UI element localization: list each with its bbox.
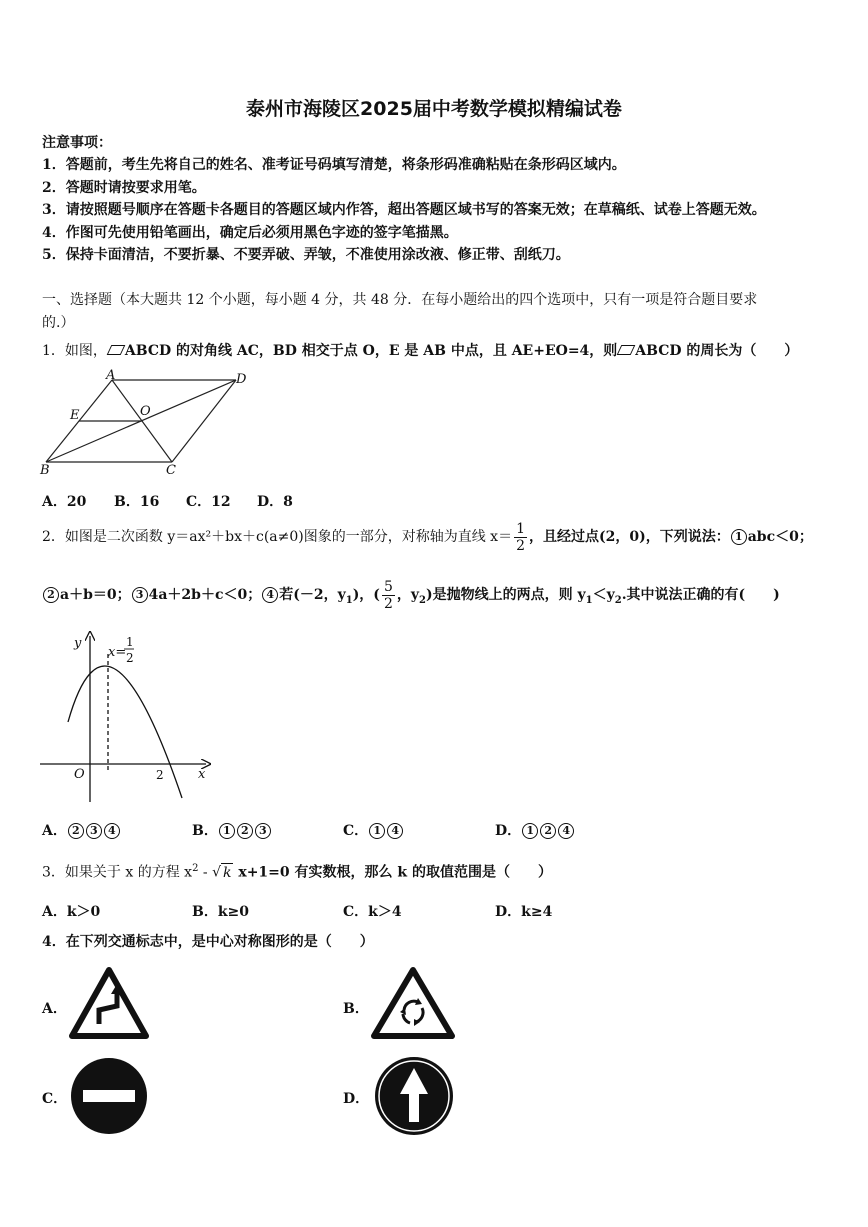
q2-stem-line2: 2 a＋b＝0； 3 4a＋2b＋c＜0； 4 若(－2，$y_1$)，( $\frac{5}{2}$ ，$y_2$)是抛物线上的两点，则 $y_1<y_2$.其中说法正确的有( ) [42,578,780,618]
parallelogram-symbol-icon [107,345,126,355]
notice-item: 2．答题时请按要求用笔。 [42,180,206,196]
q1-parallelogram-figure [38,368,252,476]
q2-option-c[interactable]: C． 1 4 [343,820,404,840]
parabola-curve [68,666,182,798]
q3-stem: 3．如果关于 x 的方程 $x^2$ - √ k x+1=0 有实数根，那么 k 的取值范围是（ ） [42,863,552,881]
straight-ahead-sign-icon[interactable] [372,1056,458,1136]
zigzag-road-sign-icon[interactable] [68,966,150,1042]
point-label-o: O [140,404,151,419]
sqrt-icon: √ [212,864,221,881]
q2-option-d[interactable]: D． 1 2 4 [495,820,575,840]
q2-option-b[interactable]: B． 1 2 3 [192,820,272,840]
q4-option-d-label[interactable]: D． [343,1091,370,1107]
q4-stem: 4．在下列交通标志中，是中心对称图形的是（ ） [42,934,374,950]
section-heading-cont: 的.） [42,315,75,331]
symmetry-den: 2 [126,651,134,665]
q3-option-b[interactable]: B．k≥0 [192,904,250,920]
origin-label: O [74,767,85,782]
page-title: 泰州市海陵区2025届中考数学模拟精编试卷 [246,98,622,120]
q4-option-b-label[interactable]: B． [343,1001,369,1017]
fraction-five-halves: $\frac{5}{2}$ [383,578,393,612]
notice-item: 1．答题前，考生先将自己的姓名、准考证号码填写清楚，将条形码准确粘贴在条形码区域内。 [42,157,626,173]
q1-option-b[interactable]: B．16 [114,494,160,510]
symmetry-eq-label: x= [108,645,127,660]
fraction-one-half: $\frac{1}{2}$ [516,520,525,554]
q4-option-c-label[interactable]: C． [42,1091,68,1107]
symmetry-num: 1 [126,635,134,649]
notice-heading: 注意事项： [42,135,112,151]
q3-option-a[interactable]: A．k＞0 [42,904,101,920]
q1-stem: 1．如图， ABCD 的对角线 AC，BD 相交于点 O，E 是 AB 中点，且 AE+EO=4，则 ABCD 的周长为（ ） [42,343,799,359]
circled-number: 2 [43,587,59,603]
q4-option-a-label[interactable]: A． [42,1001,67,1017]
vertex-label-b: B [40,463,50,476]
q3-option-d[interactable]: D．k≥4 [495,904,553,920]
q1-option-c[interactable]: C．12 [186,494,231,510]
q1-option-d[interactable]: D．8 [257,494,293,510]
circled-number: 4 [262,587,278,603]
vertex-label-a: A [106,368,116,383]
q2-parabola-graph [36,630,216,810]
q1-option-a[interactable]: A．20 [42,494,87,510]
notice-item: 4．作图可先使用铅笔画出，确定后必须用黑色字迹的签字笔描黑。 [42,225,458,241]
notice-item: 3．请按照题号顺序在答题卡各题目的答题区域内作答，超出答题区域书写的答案无效；在草稿纸、试卷上答题无效。 [42,202,766,218]
parallelogram-symbol-icon [617,345,636,355]
notice-item: 5．保持卡面清洁，不要折暴、不要弄破、弄皱，不准使用涂改液、修正带、刮纸刀。 [42,247,570,263]
q3-option-c[interactable]: C．k＞4 [343,904,402,920]
section-heading: 一、选择题（本大题共 12 个小题，每小题 4 分，共 48 分．在每小题给出的四个选项中，只有一项是符合题目要求 [42,292,758,308]
x-axis-label: x [198,767,206,782]
no-entry-sign-icon[interactable] [66,1056,152,1136]
point-label-e: E [70,408,80,423]
q2-option-a[interactable]: A． 2 3 4 [42,820,121,840]
vertex-label-c: C [166,463,176,476]
vertex-label-d: D [236,372,247,387]
x-intercept-label: 2 [156,768,164,782]
q2-stem-line1: 2．如图是二次函数 y＝ax²＋bx＋c(a≠0)图象的一部分，对称轴为直线 x＝ $\frac{1}{2}$ ，且经过点(2，0)，下列说法： 1 abc＜0； [42,520,813,554]
roundabout-sign-icon[interactable] [370,966,456,1042]
circled-number: 3 [132,587,148,603]
y-axis-label: y [74,636,82,651]
circled-number: 1 [731,529,747,545]
